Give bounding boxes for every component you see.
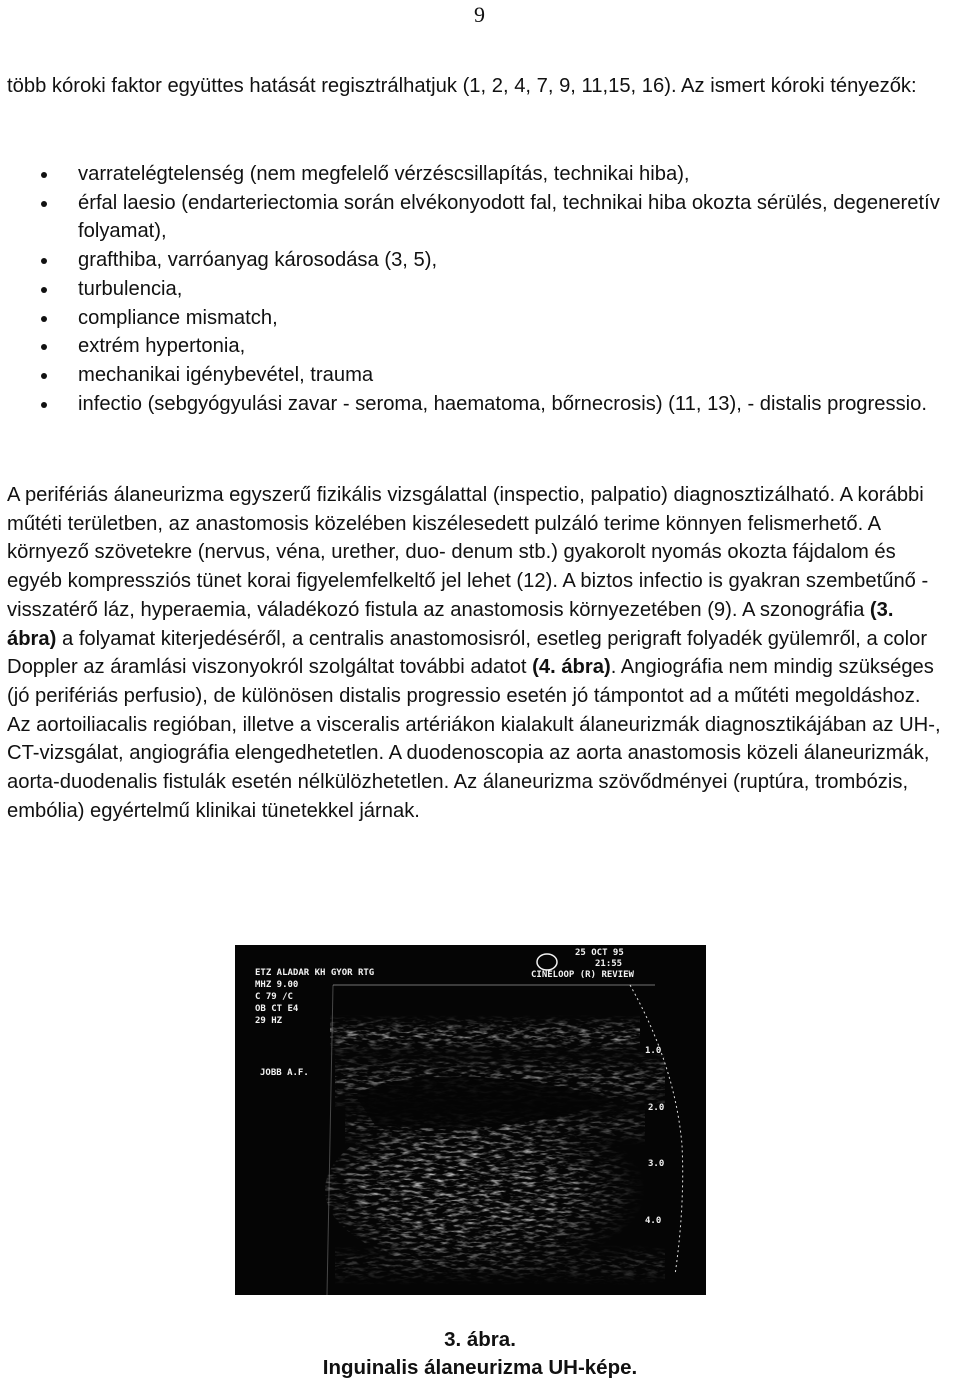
us-patient-name: JOBB A.F. bbox=[260, 1068, 309, 1078]
us-time: 21:55 bbox=[595, 959, 623, 969]
body-paragraph: A perifériás álaneurizma egyszerű fizikális vizsgálattal (inspectio, palpatio) diagnosztizálható. A korábbi műtéti területben, az anastomosis közelében kiszélesedett pulzáló terime könnyen felismerhető. A környező szövetekre (nervus, véna, urether, duo- denum stb.) gyakorolt nyomás okozta fájdalom és egyéb kompressziós tünet korai figyelemfelkeltő jel lehet (12). A biztos infectio is gyakran szembetűnő - visszatérő láz, hyperaemia, váladékozó fistula az anastomosis környezetében (9). A szonográfia (3. ábra) a folyamat kiterjedéséről, a centralis anastomosisról, esetleg perigraft folyadék gyülemről, a color Doppler az áramlási viszonyokról szolgáltat további adatot (4. ábra). Angiográfia nem mindig szükséges (jó perifériás perfusio), de különösen distalis progressio esetén jó támpontot ad a műtéti megoldáshoz. Az aortoiliacalis regióban, illetve a visceralis artériákon kialakult álaneurizmák diagnosztikájában az UH-, CT-vizsgálat, angiográfia elengedhetetlen. A duodenoscopia az aorta anastomosis közeli álaneurizmák, aorta-duodenalis fistulák esetén nélkülözhetetlen. Az álaneurizma szövődményei (ruptúra, trombózis, embólia) egyértelmű klinikai tünetekkel járnak. bbox=[7, 484, 941, 822]
bullet-icon bbox=[41, 316, 47, 322]
risk-factor-list bbox=[0, 160, 950, 418]
bullet-icon bbox=[41, 172, 47, 178]
us-frequency: MHZ 9.00 bbox=[255, 980, 299, 990]
bullet-icon bbox=[41, 258, 47, 264]
us-mode: CINELOOP (R) REVIEW bbox=[531, 970, 634, 980]
figure-reference: (3. ábra) bbox=[7, 598, 894, 650]
ultrasound-image bbox=[235, 945, 706, 1295]
depth-mark: 3.0 bbox=[648, 1159, 665, 1169]
us-patient-header: ETZ ALADAR KH GYOR RTG bbox=[255, 968, 375, 978]
depth-mark: 4.0 bbox=[645, 1216, 662, 1226]
list-item: compliance mismatch, bbox=[0, 304, 950, 333]
depth-mark: 1.0 bbox=[645, 1046, 662, 1056]
bullet-icon bbox=[41, 287, 47, 293]
intro-paragraph: több kóroki faktor együttes hatását regisztrálhatjuk (1, 2, 4, 7, 9, 11,15, 16). Az ismert kóroki tényezők: bbox=[7, 75, 917, 97]
figure-number: 3. ábra. bbox=[444, 1328, 516, 1351]
bullet-icon bbox=[41, 373, 47, 379]
list-item: turbulencia, bbox=[0, 275, 950, 304]
depth-mark: 2.0 bbox=[648, 1103, 665, 1113]
us-date: 25 OCT 95 bbox=[575, 948, 624, 958]
figure-caption: Inguinalis álaneurizma UH-képe. bbox=[322, 1356, 638, 1379]
list-item: varratelégtelenség (nem megfelelő vérzéscsillapítás, technikai hiba), bbox=[0, 160, 950, 189]
us-line-4: OB CT E4 bbox=[255, 1004, 299, 1014]
figure-reference: (4. ábra) bbox=[532, 656, 611, 679]
list-item: extrém hypertonia, bbox=[0, 332, 950, 361]
page-number: 9 bbox=[474, 2, 485, 27]
list-item: grafthiba, varróanyag károsodása (3, 5), bbox=[0, 246, 950, 275]
ultrasound-scan bbox=[235, 945, 706, 1295]
us-line-3: C 79 /C bbox=[255, 992, 293, 1002]
list-item: infectio (sebgyógyulási zavar - seroma, haematoma, bőrnecrosis) (11, 13), - distalis progressio. bbox=[0, 390, 950, 419]
us-line-5: 29 HZ bbox=[255, 1016, 283, 1026]
bullet-icon bbox=[41, 402, 47, 408]
list-item: mechanikai igénybevétel, trauma bbox=[0, 361, 950, 390]
bullet-icon bbox=[41, 201, 47, 207]
bullet-icon bbox=[41, 344, 47, 350]
list-item: érfal laesio (endarteriectomia során elvékonyodott fal, technikai hiba okozta sérülés, degeneretív folyamat), bbox=[0, 189, 950, 246]
